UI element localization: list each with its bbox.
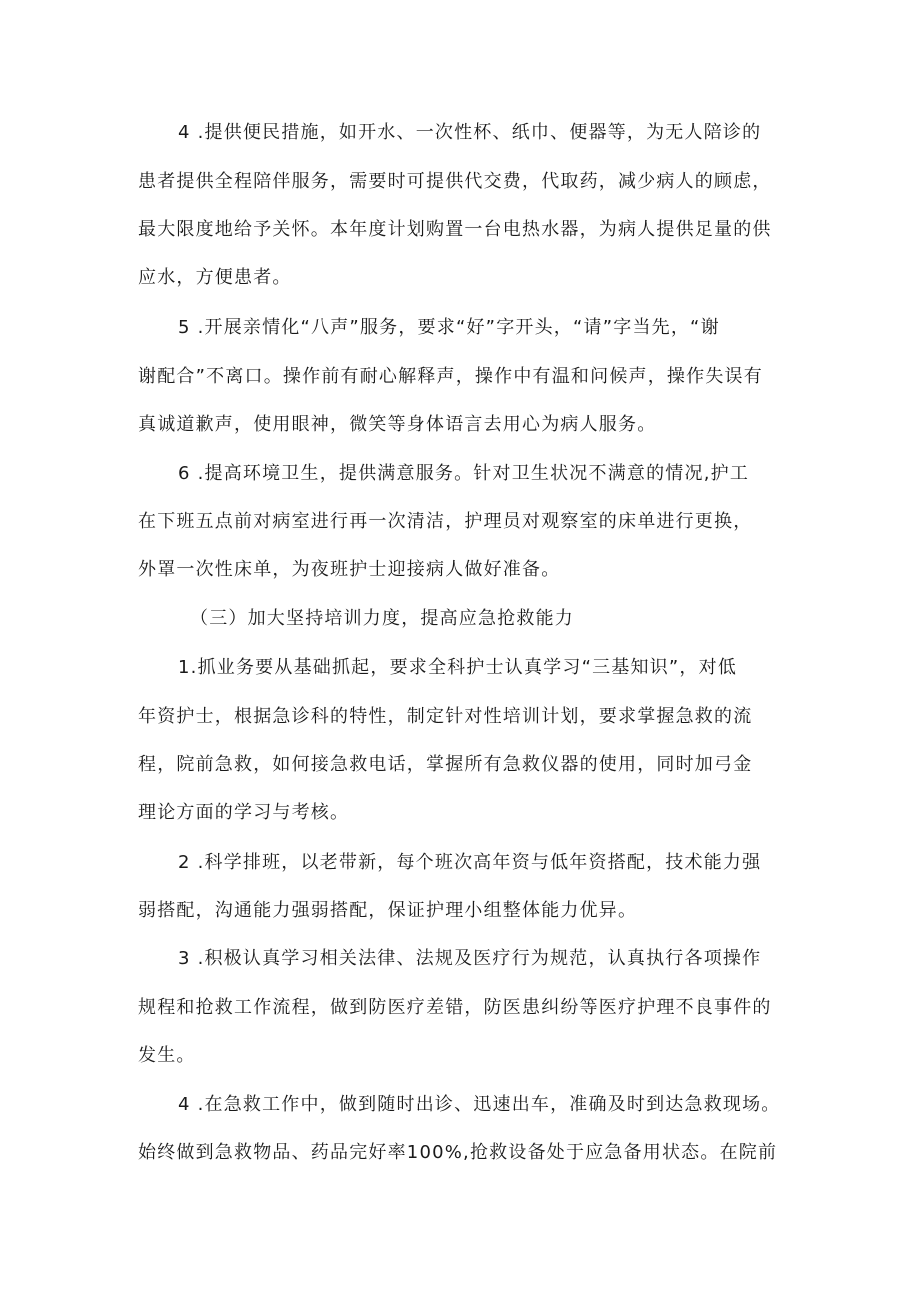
text-line: 5 .开展亲情化“八声”服务，要求“好”字开头，“请”字当先，“谢 <box>178 317 720 338</box>
text-line: 4 .在急救工作中，做到随时出诊、迅速出车，准确及时到达急救现场。 <box>178 1094 781 1115</box>
text-line: 谢配合”不离口。操作前有耐心解释声，操作中有温和问候声，操作失误有 <box>138 366 763 387</box>
text-line: 6 .提高环境卫生，提供满意服务。针对卫生状况不满意的情况,护工 <box>178 463 750 484</box>
text-line: 程，院前急救，如何接急救电话，掌握所有急救仪器的使用，同时加弓金 <box>138 754 753 775</box>
text-line: 外罩一次性床单，为夜班护士迎接病人做好准备。 <box>138 559 561 580</box>
text-line: 2 .科学排班，以老带新，每个班次高年资与低年资搭配，技术能力强 <box>178 852 762 873</box>
section-heading: （三）加大坚持培训力度，提高应急抢救能力 <box>190 608 574 629</box>
text-line: 始终做到急救物品、药品完好率100%,抢救设备处于应急备用状态。在院前 <box>138 1142 778 1163</box>
text-line: 理论方面的学习与考核。 <box>138 802 350 823</box>
text-line: 规程和抢救工作流程，做到防医疗差错，防医患纠纷等医疗护理不良事件的 <box>138 997 772 1018</box>
text-line: 1.抓业务要从基础抓起，要求全科护士认真学习“三基知识”，对低 <box>178 657 738 678</box>
text-line: 应水，方便患者。 <box>138 267 292 288</box>
text-line: 弱搭配，沟通能力强弱搭配，保证护理小组整体能力优异。 <box>138 900 638 921</box>
text-line: 患者提供全程陪伴服务，需要时可提供代交费，代取药，减少病人的顾虑， <box>138 171 772 192</box>
text-line: 最大限度地给予关怀。本年度计划购置一台电热水器，为病人提供足量的供 <box>138 219 772 240</box>
text-line: 年资护士，根据急诊科的特性，制定针对性培训计划，要求掌握急救的流 <box>138 706 753 727</box>
text-line: 发生。 <box>138 1045 196 1066</box>
text-line: 4 .提供便民措施，如开水、一次性杯、纸巾、便器等，为无人陪诊的 <box>178 122 762 143</box>
text-line: 真诚道歉声，使用眼神，微笑等身体语言去用心为病人服务。 <box>138 414 657 435</box>
text-line: 在下班五点前对病室进行再一次清洁，护理员对观察室的床单进行更换， <box>138 511 753 532</box>
text-line: 3 .积极认真学习相关法律、法规及医疗行为规范，认真执行各项操作 <box>178 948 762 969</box>
